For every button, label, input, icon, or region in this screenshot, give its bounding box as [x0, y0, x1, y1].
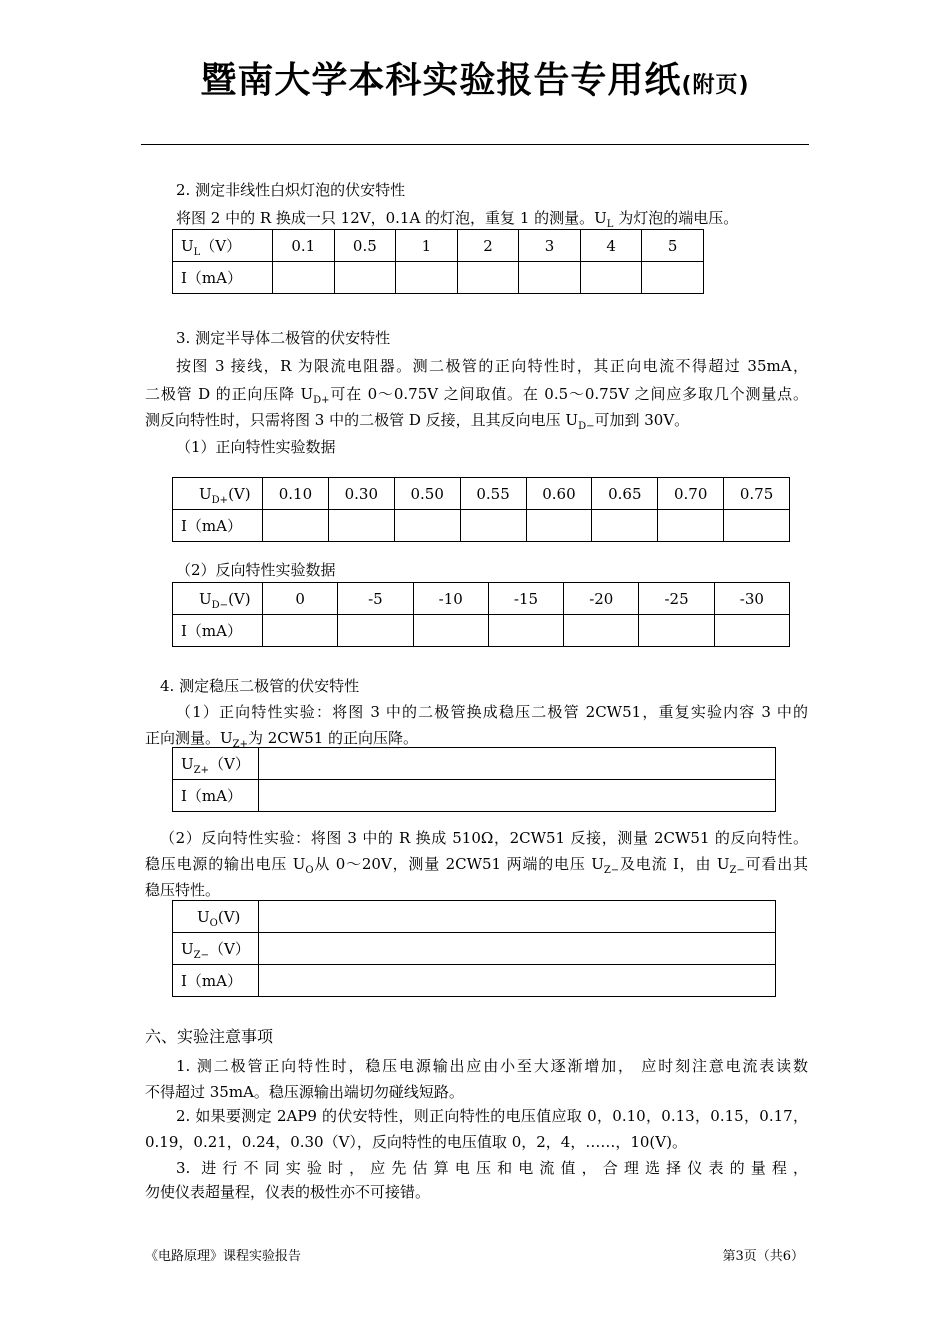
row-label: $U_{D+}(V)$: [173, 478, 263, 510]
table-cell: 0: [263, 583, 338, 615]
empty-cell[interactable]: [642, 262, 704, 294]
table-cell: 0.60: [526, 478, 592, 510]
sec4-p2-line2: 稳压电源的输出电压 $U_O$从 0～20V，测量 2CW51 两端的电压 $U_{Z-}$及电流 I，由 $U_{Z-}$可看出其: [145, 855, 808, 876]
table-row: [173, 510, 790, 542]
table-cell: -15: [488, 583, 563, 615]
table-cell: 0.65: [592, 478, 658, 510]
note-3-line1: 3. 进行不同实验时，应先估算电压和电流值，合理选择仪表的量程，: [176, 1159, 808, 1177]
empty-cell[interactable]: [592, 510, 658, 542]
title-suffix: (附页): [681, 73, 750, 98]
row-label: I（mA）: [173, 965, 259, 997]
table-cell: 3: [519, 230, 581, 262]
empty-cell[interactable]: [263, 510, 329, 542]
note-1-line2: 不得超过 35mA。稳压源输出端切勿碰线短路。: [145, 1083, 464, 1101]
note-3-line2: 勿使仪表超量程，仪表的极性亦不可接错。: [145, 1183, 431, 1201]
sec4-p2-line3: 稳压特性。: [145, 881, 221, 899]
empty-cell[interactable]: [724, 510, 790, 542]
empty-cell[interactable]: [394, 510, 460, 542]
diode-reverse-table: [172, 582, 790, 647]
table-cell: 0.55: [460, 478, 526, 510]
row-label: $U_{D-}(V)$: [173, 583, 263, 615]
empty-cell[interactable]: [273, 262, 335, 294]
row-label: I（mA）: [173, 615, 263, 647]
table-row: [173, 748, 776, 780]
empty-cell[interactable]: [259, 748, 776, 780]
empty-cell[interactable]: [259, 933, 776, 965]
row-label: $U_{Z+}(V)$: [173, 748, 259, 780]
empty-cell[interactable]: [639, 615, 714, 647]
table-row: [173, 230, 704, 262]
row-label: $U_{Z-}(V)$: [173, 933, 259, 965]
header-rule: [141, 144, 809, 145]
sec2-text: 将图 2 中的 R 换成一只 12V，0.1A 的灯泡，重复 1 的测量。$U_L$ 为灯泡的端电压。: [176, 209, 739, 230]
empty-cell[interactable]: [460, 510, 526, 542]
empty-cell[interactable]: [580, 262, 642, 294]
bulb-table: [172, 229, 704, 294]
table-cell: 5: [642, 230, 704, 262]
diode-forward-table: [172, 477, 790, 542]
table-row: [173, 478, 790, 510]
table-row: [173, 780, 776, 812]
empty-cell[interactable]: [259, 965, 776, 997]
empty-cell[interactable]: [338, 615, 413, 647]
empty-cell[interactable]: [519, 262, 581, 294]
empty-cell[interactable]: [259, 780, 776, 812]
row-label: I（mA）: [173, 780, 259, 812]
page-title: [0, 52, 950, 103]
table-row: [173, 965, 776, 997]
row-label: $U_O(V)$: [173, 901, 259, 933]
table-cell: 0.70: [658, 478, 724, 510]
note-2-line1: 2. 如果要测定 2AP9 的伏安特性，则正向特性的电压值应取 0，0.10，0.13，0.15，0.17，: [176, 1107, 808, 1125]
table-cell: -5: [338, 583, 413, 615]
table-row: [173, 583, 790, 615]
table-cell: 0.10: [263, 478, 329, 510]
sec3-text-3: 测反向特性时，只需将图 3 中的二极管 D 反接，且其反向电压 $U_{D-}$可加到 30V。: [145, 411, 690, 432]
zener-reverse-table: [172, 900, 776, 997]
empty-cell[interactable]: [564, 615, 639, 647]
table-cell: 0.30: [328, 478, 394, 510]
table-cell: -30: [714, 583, 789, 615]
empty-cell[interactable]: [334, 262, 396, 294]
empty-cell[interactable]: [263, 615, 338, 647]
note-1-line1: 1. 测二极管正向特性时，稳压电源输出应由小至大逐渐增加， 应时刻注意电流表读数: [176, 1057, 808, 1075]
empty-cell[interactable]: [396, 262, 458, 294]
sec4-p1-line1: （1）正向特性实验：将图 3 中的二极管换成稳压二极管 2CW51，重复实验内容 3 中的: [176, 703, 808, 721]
empty-cell[interactable]: [658, 510, 724, 542]
title-text: 暨南大学本科实验报告专用纸: [200, 60, 682, 101]
sec6-heading: 六、实验注意事项: [145, 1027, 274, 1046]
empty-cell[interactable]: [413, 615, 488, 647]
row-label: I（mA）: [173, 510, 263, 542]
zener-forward-table: [172, 747, 776, 812]
sec3-text-2: 二极管 D 的正向压降 $U_{D+}$可在 0～0.75V 之间取值。在 0.5～0.75V 之间应多取几个测量点。: [145, 385, 809, 406]
sec4-heading: 4. 测定稳压二极管的伏安特性: [160, 677, 360, 695]
table-cell: 0.5: [334, 230, 396, 262]
sec4-p2-line1: （2）反向特性实验：将图 3 中的 R 换成 510Ω，2CW51 反接，测量 2CW51 的反向特性。: [160, 829, 808, 847]
sec3-text-1: 按图 3 接线，R 为限流电阻器。测二极管的正向特性时，其正向电流不得超过 35mA，: [176, 357, 808, 375]
empty-cell[interactable]: [488, 615, 563, 647]
table-cell: 1: [396, 230, 458, 262]
sec3-heading: 3. 测定半导体二极管的伏安特性: [176, 329, 391, 347]
forward-label: （1）正向特性实验数据: [176, 438, 336, 456]
table-cell: 0.75: [724, 478, 790, 510]
row-label: I（mA）: [173, 262, 273, 294]
row-label: $U_L(V)$: [173, 230, 273, 262]
empty-cell[interactable]: [714, 615, 789, 647]
empty-cell[interactable]: [526, 510, 592, 542]
table-row: [173, 615, 790, 647]
table-cell: -20: [564, 583, 639, 615]
footer-course: 《电路原理》课程实验报告: [145, 1249, 302, 1264]
table-row: [173, 901, 776, 933]
table-row: [173, 262, 704, 294]
empty-cell[interactable]: [328, 510, 394, 542]
table-cell: 2: [457, 230, 519, 262]
sec2-heading: 2. 测定非线性白炽灯泡的伏安特性: [176, 181, 406, 199]
table-row: [173, 933, 776, 965]
table-cell: -25: [639, 583, 714, 615]
table-cell: 4: [580, 230, 642, 262]
sec4-p1-line2: 正向测量。$U_{Z+}$为 2CW51 的正向压降。: [145, 729, 419, 750]
table-cell: 0.1: [273, 230, 335, 262]
note-2-line2: 0.19，0.21，0.24，0.30（V），反向特性的电压值取 0，2，4，……，10(V)。: [145, 1133, 687, 1151]
table-cell: -10: [413, 583, 488, 615]
reverse-label: （2）反向特性实验数据: [176, 561, 336, 579]
empty-cell[interactable]: [457, 262, 519, 294]
empty-cell[interactable]: [259, 901, 776, 933]
table-cell: 0.50: [394, 478, 460, 510]
footer-page-number: 第3页（共6）: [722, 1249, 804, 1264]
